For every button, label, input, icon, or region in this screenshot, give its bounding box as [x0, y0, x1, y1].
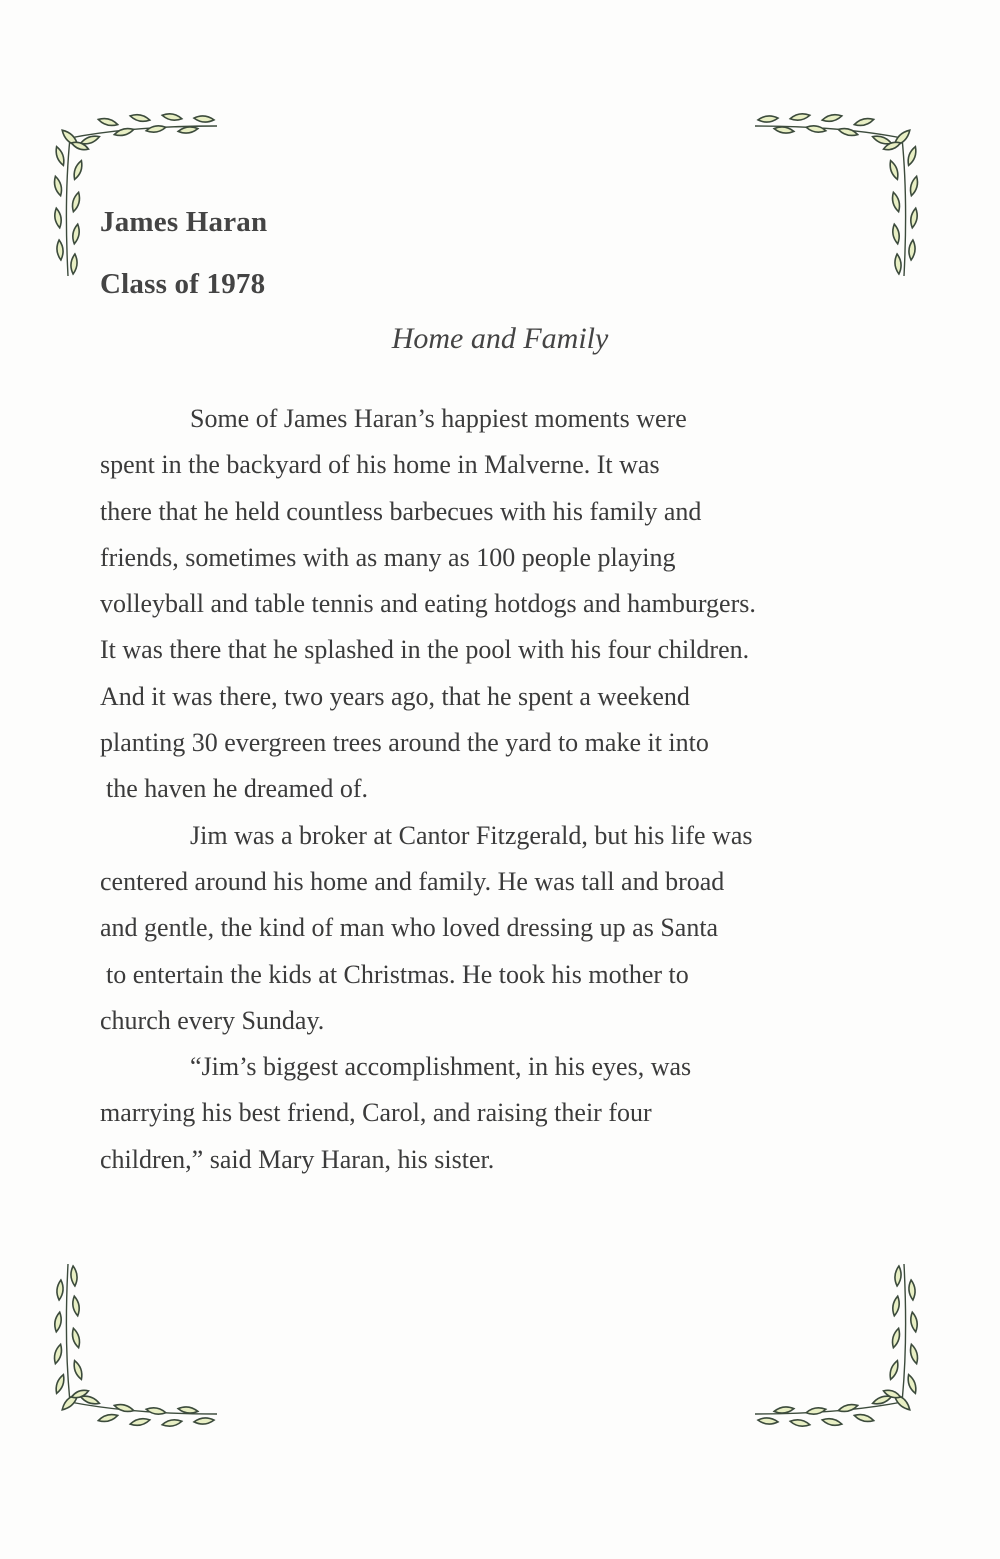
body-line: It was there that he splashed in the pool with his four children.	[100, 635, 750, 665]
body-line: Some of James Haran’s happiest moments were	[190, 404, 687, 433]
body-line: to entertain the kids at Christmas. He took his mother to	[106, 959, 689, 989]
body-line: planting 30 evergreen trees around the yard to make it into	[100, 728, 709, 758]
body-line: and gentle, the kind of man who loved dressing up as Santa	[100, 913, 719, 943]
body-line: “Jim’s biggest accomplishment, in his eyes, was	[190, 1052, 692, 1082]
body-line: church every Sunday.	[100, 1005, 325, 1035]
tribute-body	[100, 396, 890, 1183]
person-name: James Haran	[100, 206, 268, 238]
body-line: And it was there, two years ago, that he spent a weekend	[100, 681, 690, 711]
body-line: centered around his home and family. He was tall and broad	[100, 866, 725, 896]
leaf-garland-corner-bottom-right-icon	[750, 1262, 930, 1442]
leaf-garland-corner-top-right-icon	[750, 98, 930, 278]
body-line: marrying his best friend, Carol, and raising their four	[100, 1098, 652, 1128]
class-year: Class of 1978	[100, 268, 266, 300]
body-line: Jim was a broker at Cantor Fitzgerald, but his life was	[190, 820, 753, 850]
leaf-garland-corner-top-left-icon	[42, 98, 222, 278]
body-line: friends, sometimes with as many as 100 people playing	[100, 542, 676, 572]
body-line: there that he held countless barbecues with his family and	[100, 496, 702, 526]
body-line: volleyball and table tennis and eating hotdogs and hamburgers.	[100, 589, 756, 619]
body-line: the haven he dreamed of.	[106, 774, 369, 804]
body-line: children,” said Mary Haran, his sister.	[100, 1144, 495, 1174]
leaf-garland-corner-bottom-left-icon	[42, 1262, 222, 1442]
body-line: spent in the backyard of his home in Malverne. It was	[100, 450, 660, 480]
page-title: Home and Family	[391, 322, 609, 355]
